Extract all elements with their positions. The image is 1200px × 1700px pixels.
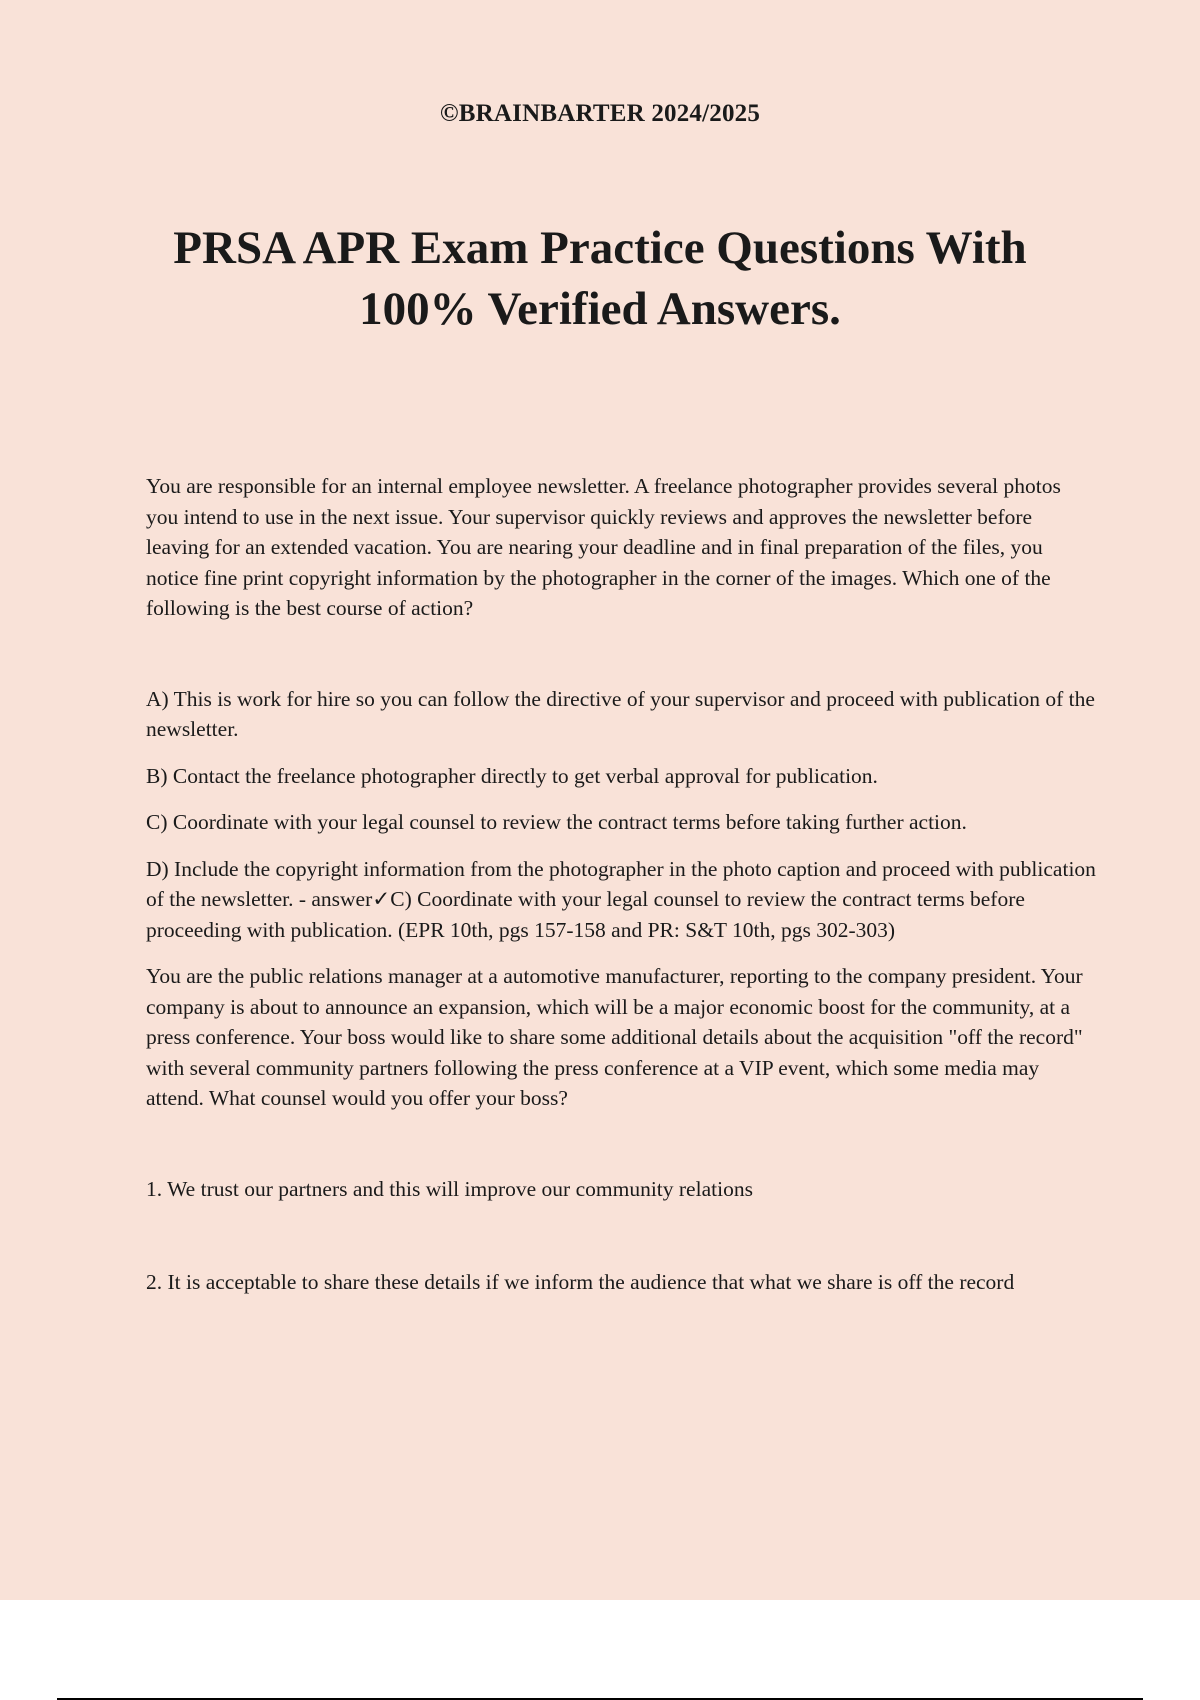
question-1-option-a: A) This is work for hire so you can follow the directive of your supervisor and proceed with publication of the newsletter.	[146, 686, 1095, 741]
brand-watermark: ©BRAINBARTER 2024/2025	[439, 100, 761, 127]
question-1-option-d-answer: D) Include the copyright information from the photographer in the photo caption and proceed with publication of the newsletter. - answer✓C) Coordinate with your legal counsel to review the contract terms before proceeding with publication. (EPR 10th, pgs 157-158 and PR: S&T 10th, pgs 302-303)	[146, 856, 1096, 942]
title-line-1: PRSA APR Exam Practice Questions With	[173, 222, 1027, 274]
question-1-option-c: C) Coordinate with your legal counsel to review the contract terms before taking further action.	[146, 810, 967, 834]
title-line-2: 100% Verified Answers.	[359, 283, 841, 335]
document-body	[146, 471, 1096, 1298]
question-2-text: You are the public relations manager at a automotive manufacturer, reporting to the company president. Your company is about to announce an expansion, which will be a major economic boost for the community, at a press conference. Your boss would like to share some additional details about the acquisition "off the record" with several community partners following the press conference at a VIP event, which some media may attend. What counsel would you offer your boss?	[146, 964, 1083, 1110]
document-title	[150, 218, 1050, 340]
question-1-text: You are responsible for an internal employee newsletter. A freelance photographer provides several photos you intend to use in the next issue. Your supervisor quickly reviews and approves the newsletter before leaving for an extended vacation. You are nearing your deadline and in final preparation of the files, you notice fine print copyright information by the photographer in the corner of the images. Which one of the following is the best course of action?	[146, 474, 1061, 620]
question-2-option-1: 1. We trust our partners and this will improve our community relations	[146, 1176, 753, 1201]
question-2-option-2: 2. It is acceptable to share these details if we inform the audience that what we share is off the record	[146, 1270, 1015, 1294]
question-1-option-b: B) Contact the freelance photographer directly to get verbal approval for publication.	[146, 763, 878, 788]
